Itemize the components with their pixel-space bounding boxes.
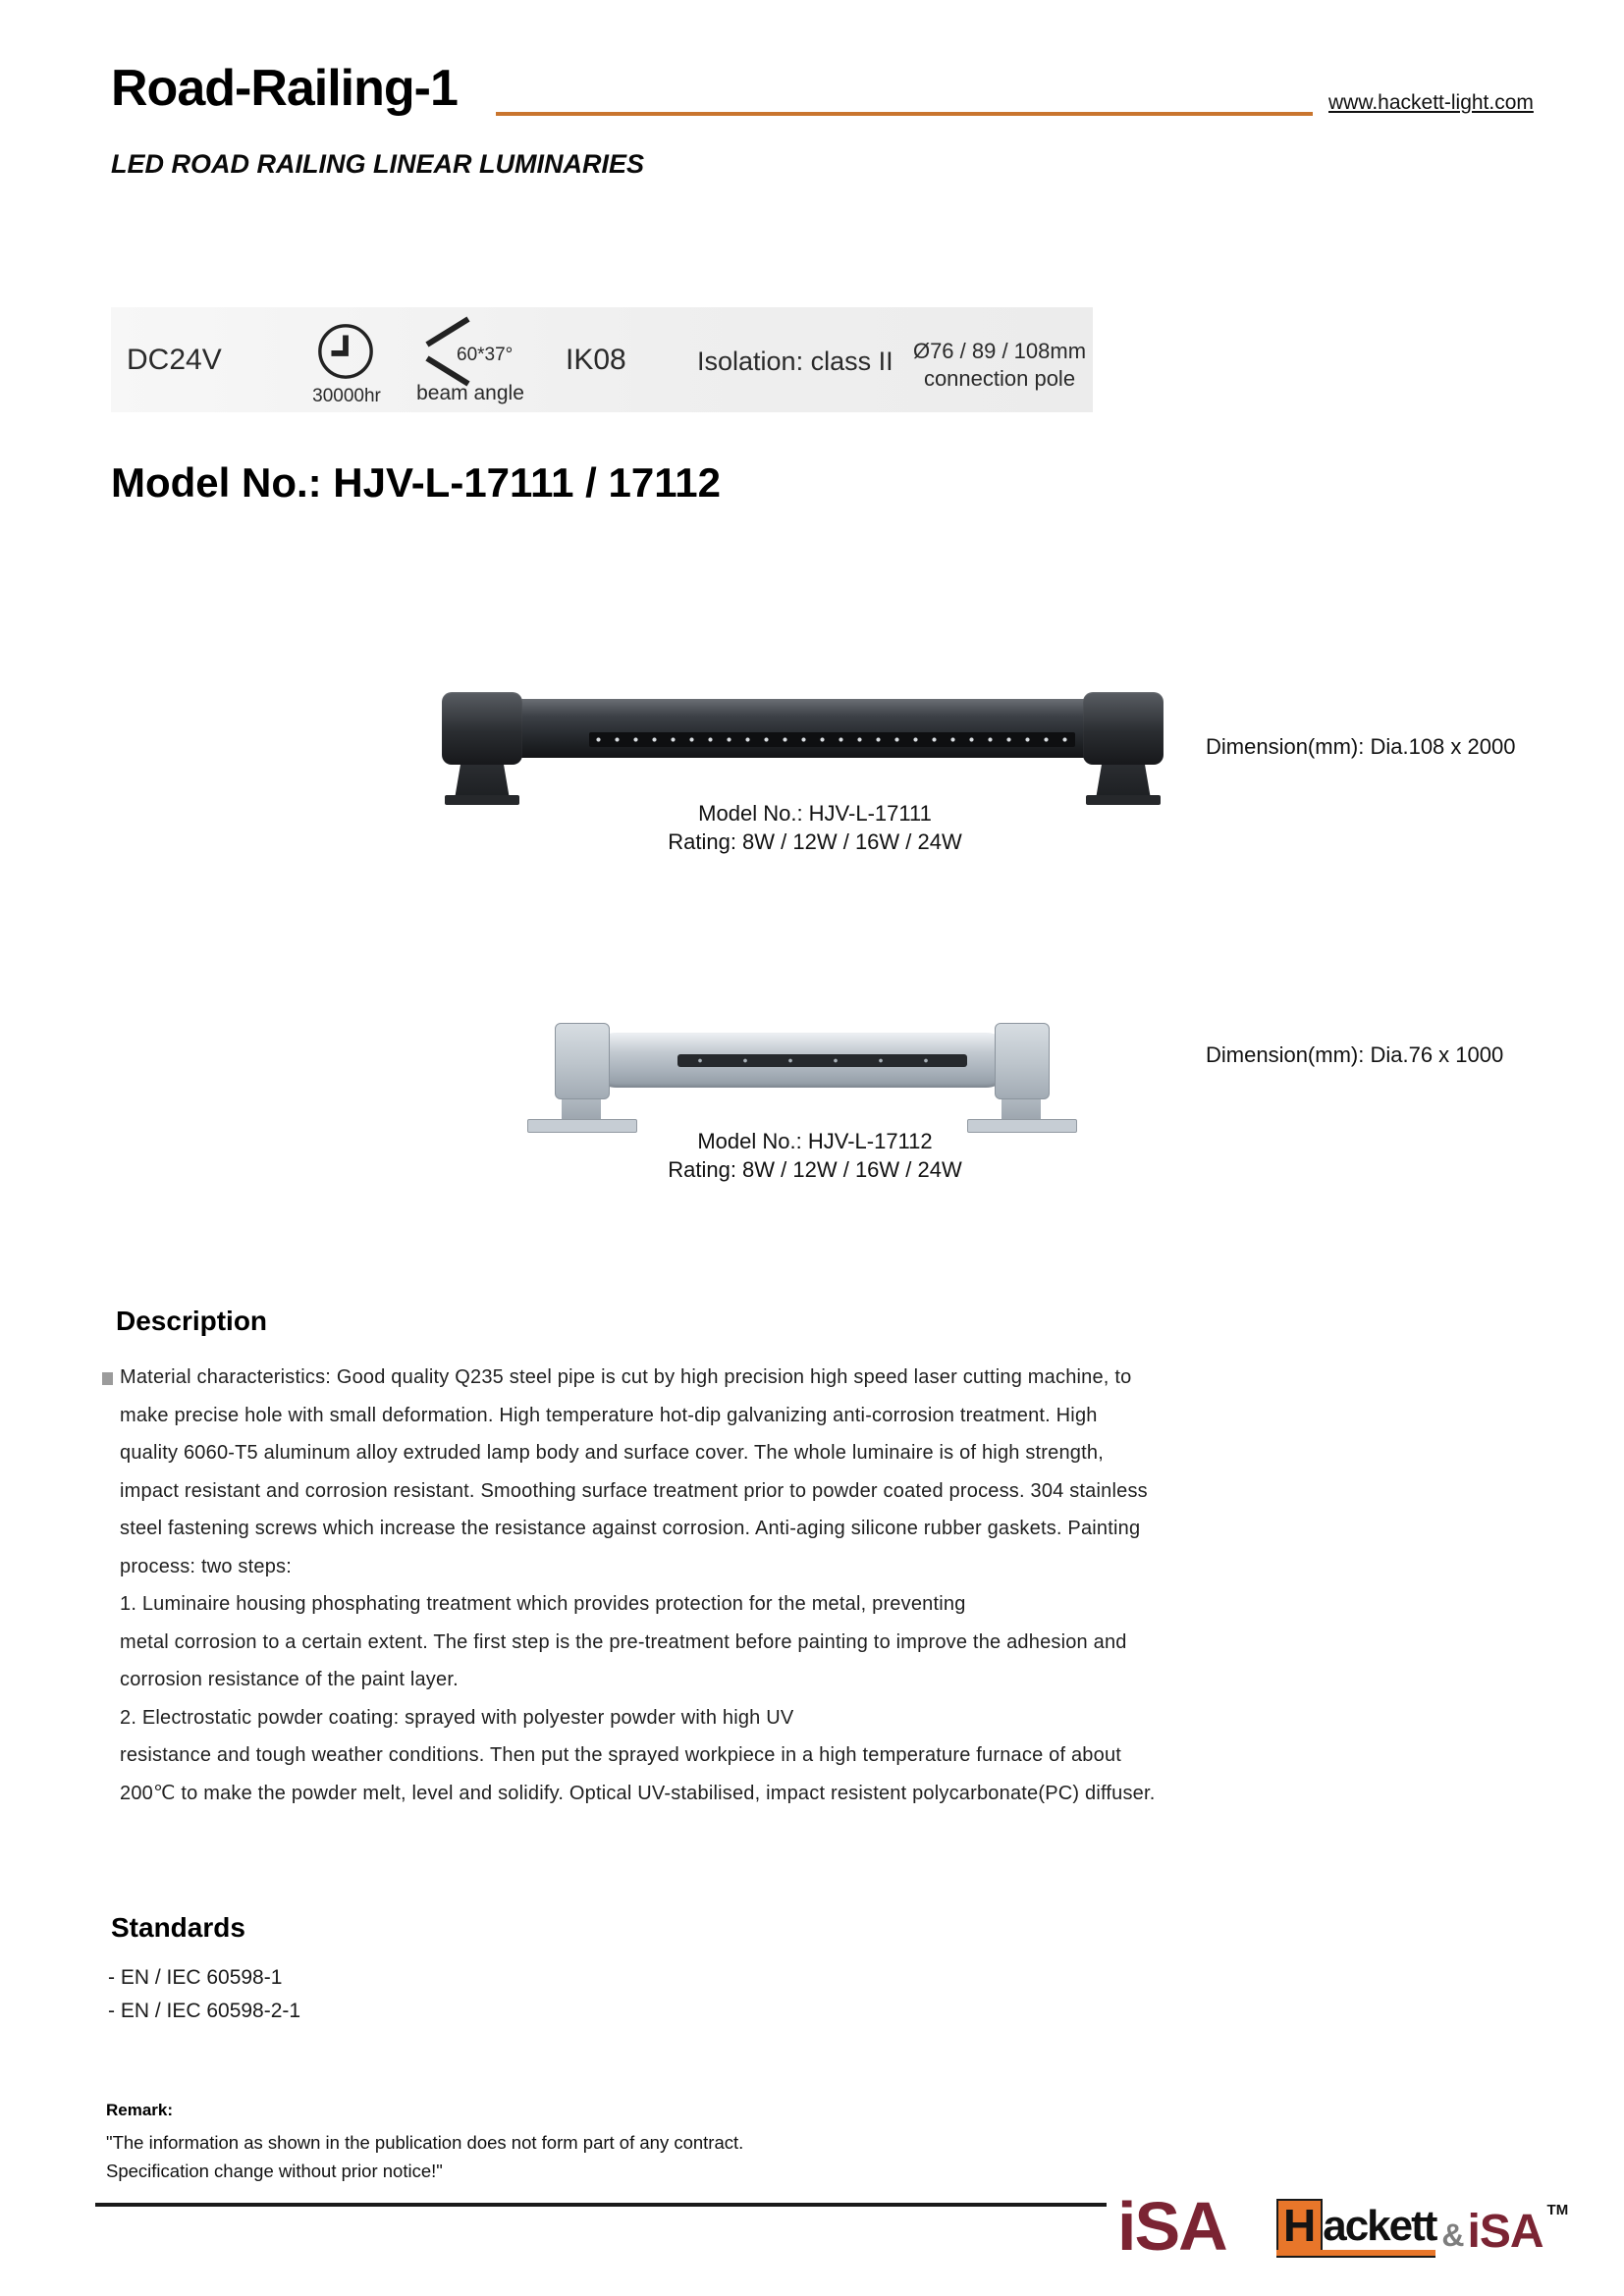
standards-list [108, 1961, 300, 2028]
isolation-label: Isolation: class II [697, 347, 893, 376]
beam-angle-value: 60*37° [457, 345, 514, 365]
lifetime-clock-icon [315, 321, 376, 382]
page-subtitle: LED ROAD RAILING LINEAR LUMINARIES [111, 149, 644, 179]
connection-pole-diameters: Ø76 / 89 / 108mm [912, 339, 1087, 363]
model-heading: Model No.: HJV-L-17111 / 17112 [111, 459, 721, 506]
product2-left-bracket [555, 1023, 610, 1099]
page-title: Road-Railing-1 [111, 60, 458, 117]
product1-caption [609, 799, 1021, 856]
product1-left-foot [445, 795, 519, 805]
product1-right-foot [1086, 795, 1161, 805]
description-line: impact resistant and corrosion resistant. Smoothing surface treatment prior to powder coated process. 304 stainless [120, 1479, 1148, 1502]
ampersand: & [1441, 2217, 1465, 2253]
remark-heading: Remark: [106, 2101, 174, 2119]
product2-model: Model No.: HJV-L-17112 [697, 1129, 933, 1153]
standards-item: - EN / IEC 60598-2-1 [108, 2000, 301, 2022]
product1-model: Model No.: HJV-L-17111 [698, 801, 932, 826]
description-line: 200℃ to make the powder melt, level and solidify. Optical UV-stabilised, impact resistent polycarbonate(PC) diffuser. [120, 1782, 1156, 1804]
voltage-label: DC24V [127, 344, 222, 376]
hackett-isa-logo [1276, 2199, 1568, 2256]
product1-image [447, 699, 1164, 758]
remark-line: Specification change without prior notice!" [106, 2161, 443, 2181]
website-link[interactable]: www.hackett-light.com [1328, 91, 1534, 114]
hackett-wordmark [1276, 2199, 1435, 2256]
lifetime-label: 30000hr [312, 386, 381, 406]
description-line: Material characteristics: Good quality Q235 steel pipe is cut by high precision high speed laser cutting machine, to [120, 1366, 1132, 1388]
description-line: 2. Electrostatic powder coating: sprayed with polyester powder with high UV [120, 1706, 794, 1729]
description-line: corrosion resistance of the paint layer. [120, 1669, 459, 1690]
description-heading: Description [116, 1306, 268, 1336]
description-line: metal corrosion to a certain extent. The first step is the pre-treatment before painting to improve the adhesion and [120, 1630, 1127, 1653]
description-line: quality 6060-T5 aluminum alloy extruded lamp body and surface cover. The whole luminaire is of high strength, [120, 1442, 1104, 1464]
description-line: process: two steps: [120, 1555, 292, 1577]
standards-item: - EN / IEC 60598-1 [108, 1966, 283, 1989]
product2-right-bracket [995, 1023, 1050, 1099]
description-line: resistance and tough weather conditions. Then put the sprayed workpiece in a high temperature furnace of about [120, 1744, 1122, 1766]
trademark-symbol: TM [1546, 2202, 1569, 2218]
description-text [120, 1359, 1318, 1812]
product2-dimension: Dimension(mm): Dia.76 x 1000 [1206, 1042, 1504, 1067]
product1-led-strip [589, 732, 1075, 747]
beam-angle-label: beam angle [416, 382, 524, 404]
bullet-square-icon [102, 1372, 113, 1385]
description-line: make precise hole with small deformation. High temperature hot-dip galvanizing anti-corrosion treatment. High [120, 1404, 1098, 1426]
spec-bar [111, 307, 1093, 412]
product1-right-cap [1083, 692, 1164, 765]
product1-dimension: Dimension(mm): Dia.108 x 2000 [1206, 734, 1516, 759]
footer-rule [95, 2203, 1107, 2207]
product1-rating: Rating: 8W / 12W / 16W / 24W [668, 829, 962, 854]
title-underline [496, 112, 1313, 116]
description-line: 1. Luminaire housing phosphating treatment which provides protection for the metal, preventing [120, 1593, 966, 1615]
hackett-isa-text: iSA [1467, 2206, 1543, 2258]
remark-line: "The information as shown in the publication does not form part of any contract. [106, 2132, 744, 2153]
product1-left-cap [442, 692, 522, 765]
connection-pole-label: connection pole [923, 366, 1076, 391]
hackett-h-tile: H [1276, 2199, 1323, 2250]
description-line: steel fastening screws which increase the resistance against corrosion. Anti-aging silicone rubber gaskets. Painting [120, 1518, 1141, 1539]
product2-caption [609, 1127, 1021, 1184]
product2-led-strip [677, 1054, 967, 1067]
hackett-rest: ackett [1323, 2202, 1436, 2250]
ik-rating-label: IK08 [566, 344, 626, 376]
remark-text [106, 2128, 743, 2185]
standards-heading: Standards [111, 1912, 245, 1943]
product2-rating: Rating: 8W / 12W / 16W / 24W [668, 1157, 962, 1182]
isa-logo: iSA [1117, 2188, 1226, 2265]
